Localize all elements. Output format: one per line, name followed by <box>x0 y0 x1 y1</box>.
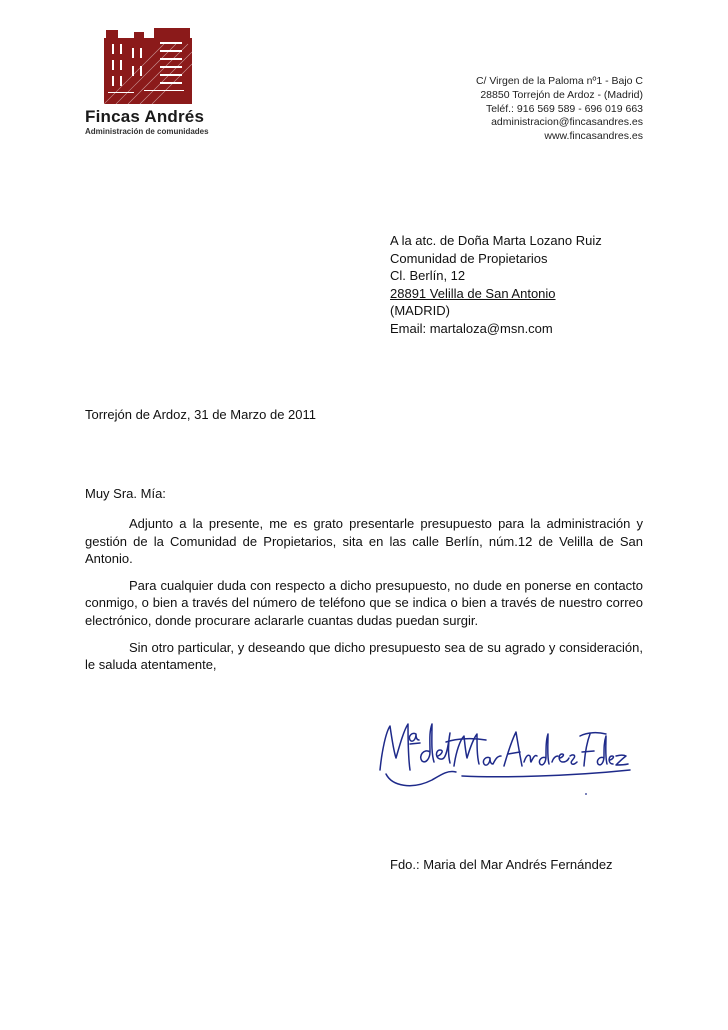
handwritten-signature <box>372 700 642 800</box>
company-contact <box>476 75 643 144</box>
body-paragraph: Adjunto a la presente, me es grato presentarle presupuesto para la administración y gestión de la Comunidad de Propietarios, sita en las calle Berlín, núm.12 de Velilla de San Antonio. <box>85 516 643 567</box>
recipient-province: (MADRID) <box>390 303 450 319</box>
recipient-city: 28891 Velilla de San Antonio <box>390 285 556 301</box>
recipient-organization: Comunidad de Propietarios <box>390 250 548 266</box>
company-email: administracion@fincasandres.es <box>491 116 643 129</box>
body-paragraph: Sin otro particular, y deseando que dicho presupuesto sea de su agrado y consideración, le saluda atentamente, <box>85 639 643 673</box>
company-address-line1: C/ Virgen de la Paloma nº1 - Bajo C <box>475 75 643 87</box>
company-address-line2: 28850 Torrejón de Ardoz - (Madrid) <box>480 88 643 101</box>
company-tagline: Administración de comunidades <box>85 127 209 136</box>
company-phone: Teléf.: 916 569 589 - 696 019 663 <box>485 102 643 115</box>
recipient-attention: A la atc. de Doña Marta Lozano Ruiz <box>390 233 602 248</box>
body-paragraph: Para cualquier duda con respecto a dicho presupuesto, no dude en ponerse en contacto conmigo, o bien a través del número de teléfono que se indica o bien a través de nuestro correo electrónico, donde procurare aclararle cuantas dudas puedan surgir. <box>85 577 643 628</box>
letter-body <box>85 515 643 683</box>
recipient-email: Email: martaloza@msn.com <box>390 320 553 336</box>
recipient-street: Cl. Berlín, 12 <box>390 268 466 284</box>
letter-date: Torrejón de Ardoz, 31 de Marzo de 2011 <box>85 407 317 422</box>
company-name: Fincas Andrés <box>85 107 205 126</box>
company-logo <box>104 28 192 104</box>
company-website: www.fincasandres.es <box>544 130 643 143</box>
signoff-name: Fdo.: Maria del Mar Andrés Fernández <box>390 857 613 872</box>
salutation: Muy Sra. Mía: <box>85 486 166 501</box>
recipient-block <box>390 232 602 338</box>
